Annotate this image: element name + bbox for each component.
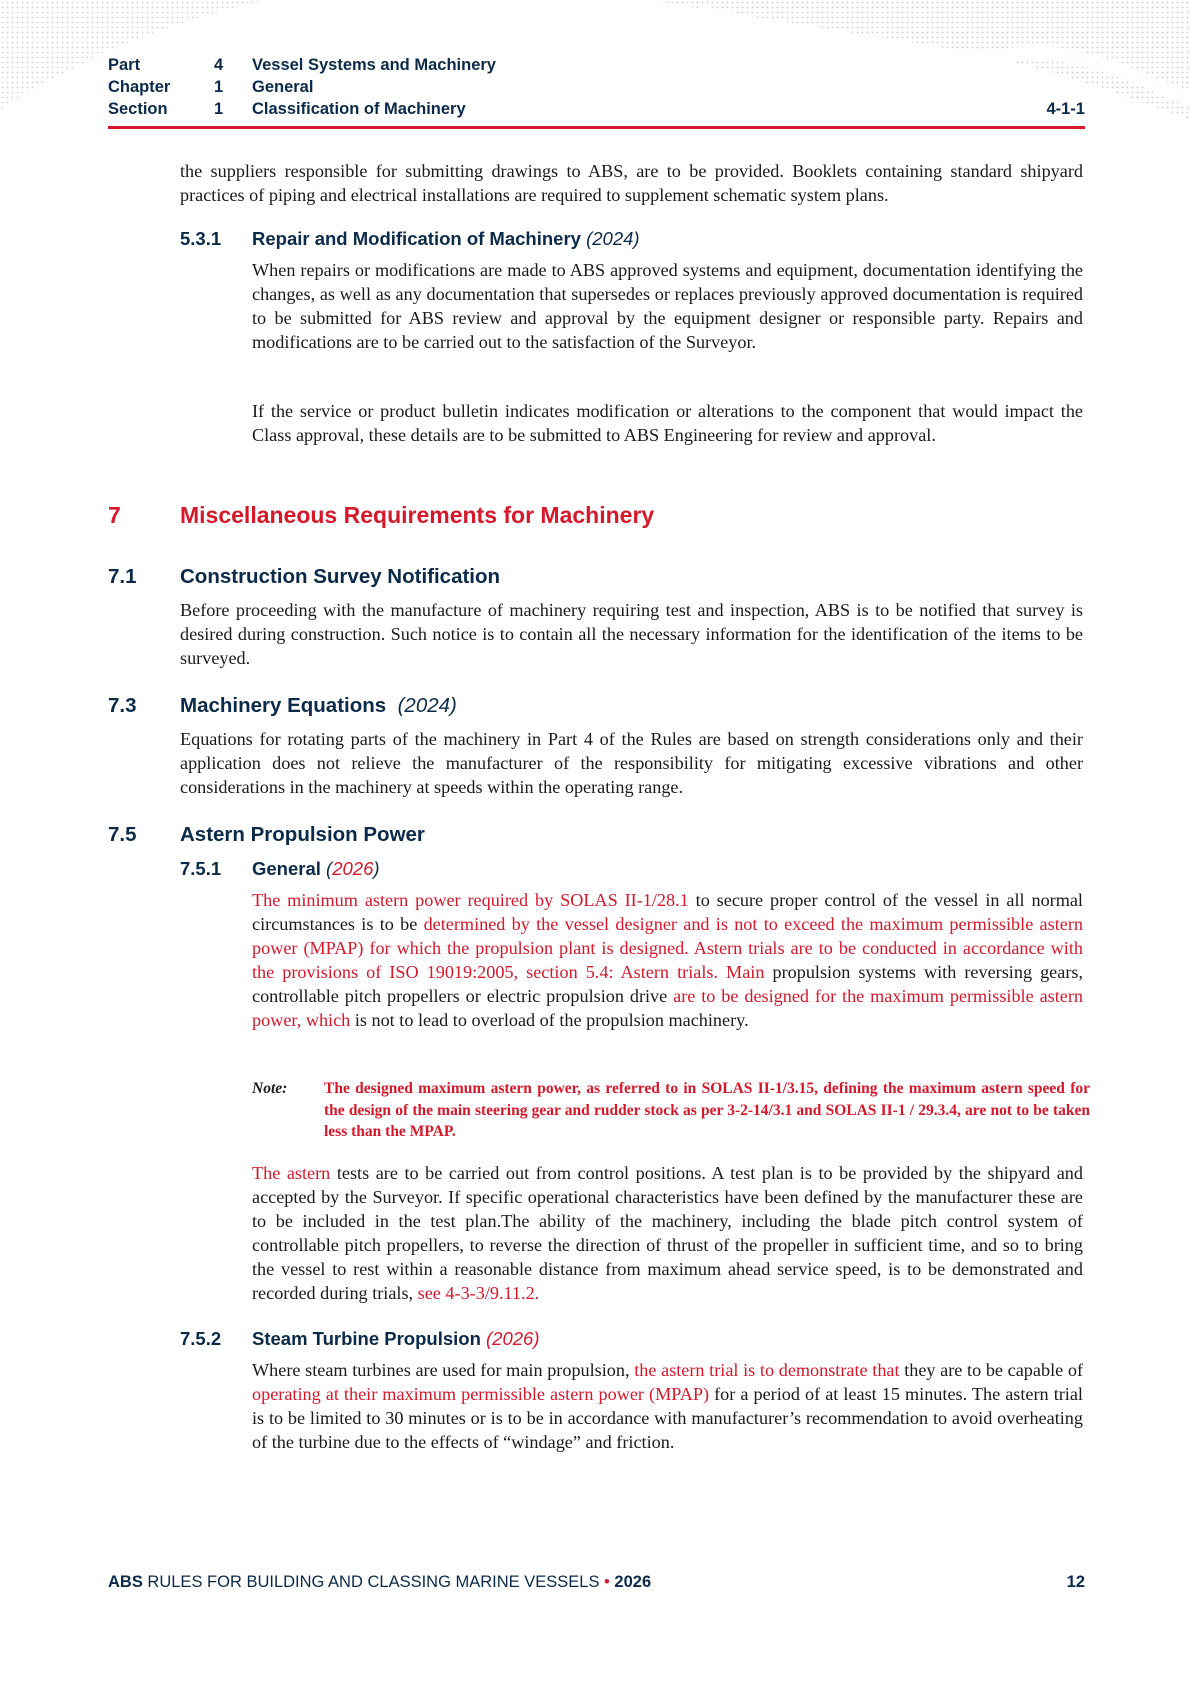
text-run: is not to lead to overload of the propulsion machinery. [350, 1010, 749, 1030]
heading-title: Repair and Modification of Machinery [252, 228, 581, 249]
heading-number: 7.1 [108, 565, 137, 588]
heading-number: 7.5 [108, 823, 137, 846]
heading-title: Miscellaneous Requirements for Machinery [180, 502, 655, 528]
text-run: for a period of at least 15 minutes. The astern trial is to be limited to 30 minutes or is to be in accordance with manufacturer’s recommendation to avoid overheating of the turbine due to the effects of “windage” and friction. [252, 1384, 1083, 1452]
header-text: Classification of Machinery [252, 100, 466, 118]
paragraph-5-3-1-b: If the service or product bulletin indicates modification or alterations to the component that would impact the Class approval, these details are to be submitted to ABS Engineering for review and approval. [252, 401, 1083, 445]
heading-title-wrap [180, 694, 457, 718]
header-row-section [108, 98, 1085, 120]
text-run: propulsion systems with reversing gears, controllable pitch propellers or electric propulsion drive [252, 962, 1084, 1006]
heading-number: 7.5.2 [180, 1328, 222, 1349]
header-label: Chapter [108, 78, 171, 96]
year-close: ) [373, 858, 380, 879]
revised-text: the astern trial is to demonstrate that [634, 1360, 900, 1380]
heading-number: 7.5.1 [180, 858, 222, 879]
header-label: Part [108, 56, 141, 74]
paragraph-7-5-2 [252, 1358, 1083, 1454]
footer-title: RULES FOR BUILDING AND CLASSING MARINE VESSELS [142, 1573, 600, 1591]
year-tag: (2026) [486, 1328, 540, 1349]
note-block [252, 1078, 1090, 1148]
revised-text: are to be designed for the maximum permissible astern power, which [252, 986, 1083, 1030]
header-label: Section [108, 100, 168, 118]
page-footer [108, 1573, 1085, 1592]
header-divider [108, 126, 1085, 129]
paragraph-7-5-1-a [252, 888, 1083, 1032]
heading-title-wrap [252, 228, 640, 250]
heading-title: Steam Turbine Propulsion [252, 1328, 481, 1349]
cross-reference-link[interactable]: see 4-3-3/9.11.2. [417, 1283, 540, 1303]
year-tag: 2026 [332, 858, 374, 879]
revised-text: The minimum astern power required by SOLAS II-1/28.1 [252, 890, 689, 910]
heading-number: 5.3.1 [180, 228, 222, 249]
text-run: Where steam turbines are used for main propulsion, [252, 1360, 635, 1380]
footer-brand: ABS [108, 1573, 143, 1591]
note-text: The designed maximum astern power, as referred to in SOLAS II-1/3.15, defining the maximum astern speed for the design of the main steering gear and rudder stock as per 3-2-14/3.1 and SOLAS II-1 / 29.3.4, are not to be taken less than the MPAP. [324, 1080, 1090, 1140]
footer-year: 2026 [614, 1573, 652, 1591]
heading-title: Machinery Equations [180, 694, 387, 717]
header-row-chapter [108, 76, 1085, 98]
page-number: 12 [1066, 1573, 1085, 1591]
heading-title: General [252, 858, 321, 879]
heading-title-wrap [252, 858, 380, 880]
section-reference: 4-1-1 [1046, 100, 1085, 118]
running-header [108, 54, 1085, 120]
header-text: General [252, 78, 314, 96]
heading-number: 7 [108, 502, 121, 528]
heading-title-wrap [252, 1328, 540, 1350]
header-row-part [108, 54, 1085, 76]
header-number: 1 [214, 78, 224, 96]
paragraph-7-5-1-b [252, 1161, 1083, 1305]
revised-text: The astern [252, 1163, 331, 1183]
intro-paragraph: the suppliers responsible for submitting drawings to ABS, are to be provided. Booklets containing standard shipyard practices of piping and electrical installations are required to supplement schematic system plans. [180, 161, 1083, 205]
header-number: 4 [214, 56, 224, 74]
paragraph-5-3-1-a: When repairs or modifications are made to ABS approved systems and equipment, documentation identifying the changes, as well as any documentation that supersedes or replaces previously approved documentation is required to be submitted for ABS review and approval by the equipment designer or responsible party. Repairs and modifications are to be carried out to the satisfaction of the Surveyor. [252, 260, 1083, 352]
paragraph-7-1: Before proceeding with the manufacture of machinery requiring test and inspection, ABS is to be notified that survey is desired during construction. Such notice is to contain all the necessary information for the identification of the items to be surveyed. [180, 600, 1083, 668]
text-run: to secure proper control of the vessel in all normal circumstances is to be [252, 890, 1083, 934]
header-number: 1 [214, 100, 224, 118]
revised-text: operating at their maximum permissible astern power (MPAP) [252, 1384, 710, 1404]
footer-bullet: • [599, 1573, 615, 1591]
note-label: Note: [252, 1080, 288, 1097]
heading-number: 7.3 [108, 694, 137, 717]
paragraph-7-3: Equations for rotating parts of the machinery in Part 4 of the Rules are based on strength considerations only and their application does not relieve the manufacturer of the responsibility for mitigating excessive vibrations and other considerations in the machinery at speeds within the operating range. [180, 729, 1083, 797]
year-tag: (2024) [586, 228, 640, 249]
heading-title: Construction Survey Notification [180, 565, 501, 588]
text-run: they are to be capable of [899, 1360, 1084, 1380]
year-open: ( [326, 858, 333, 879]
heading-title: Astern Propulsion Power [180, 823, 425, 846]
revised-text: determined by the vessel designer and is not to exceed the maximum permissible astern power (MPAP) for which the propulsion plant is designed. Astern trials are to be conducted in accordance with the provisions of ISO 19019:2005, section 5.4: Astern trials. Main [252, 914, 1083, 982]
year-tag: (2024) [397, 694, 457, 717]
header-text: Vessel Systems and Machinery [252, 56, 496, 74]
text-run: tests are to be carried out from control positions. A test plan is to be provided by the shipyard and accepted by the Surveyor. If specific operational characteristics have been defined by the manufacturer these are to be included in the test plan.The ability of the machinery, including the blade pitch control system of controllable pitch propellers, to reverse the direction of thrust of the propeller in sufficient time, and so to bring the vessel to rest within a reasonable distance from maximum ahead service speed, is to be demonstrated and recorded during trials, [252, 1163, 1083, 1303]
